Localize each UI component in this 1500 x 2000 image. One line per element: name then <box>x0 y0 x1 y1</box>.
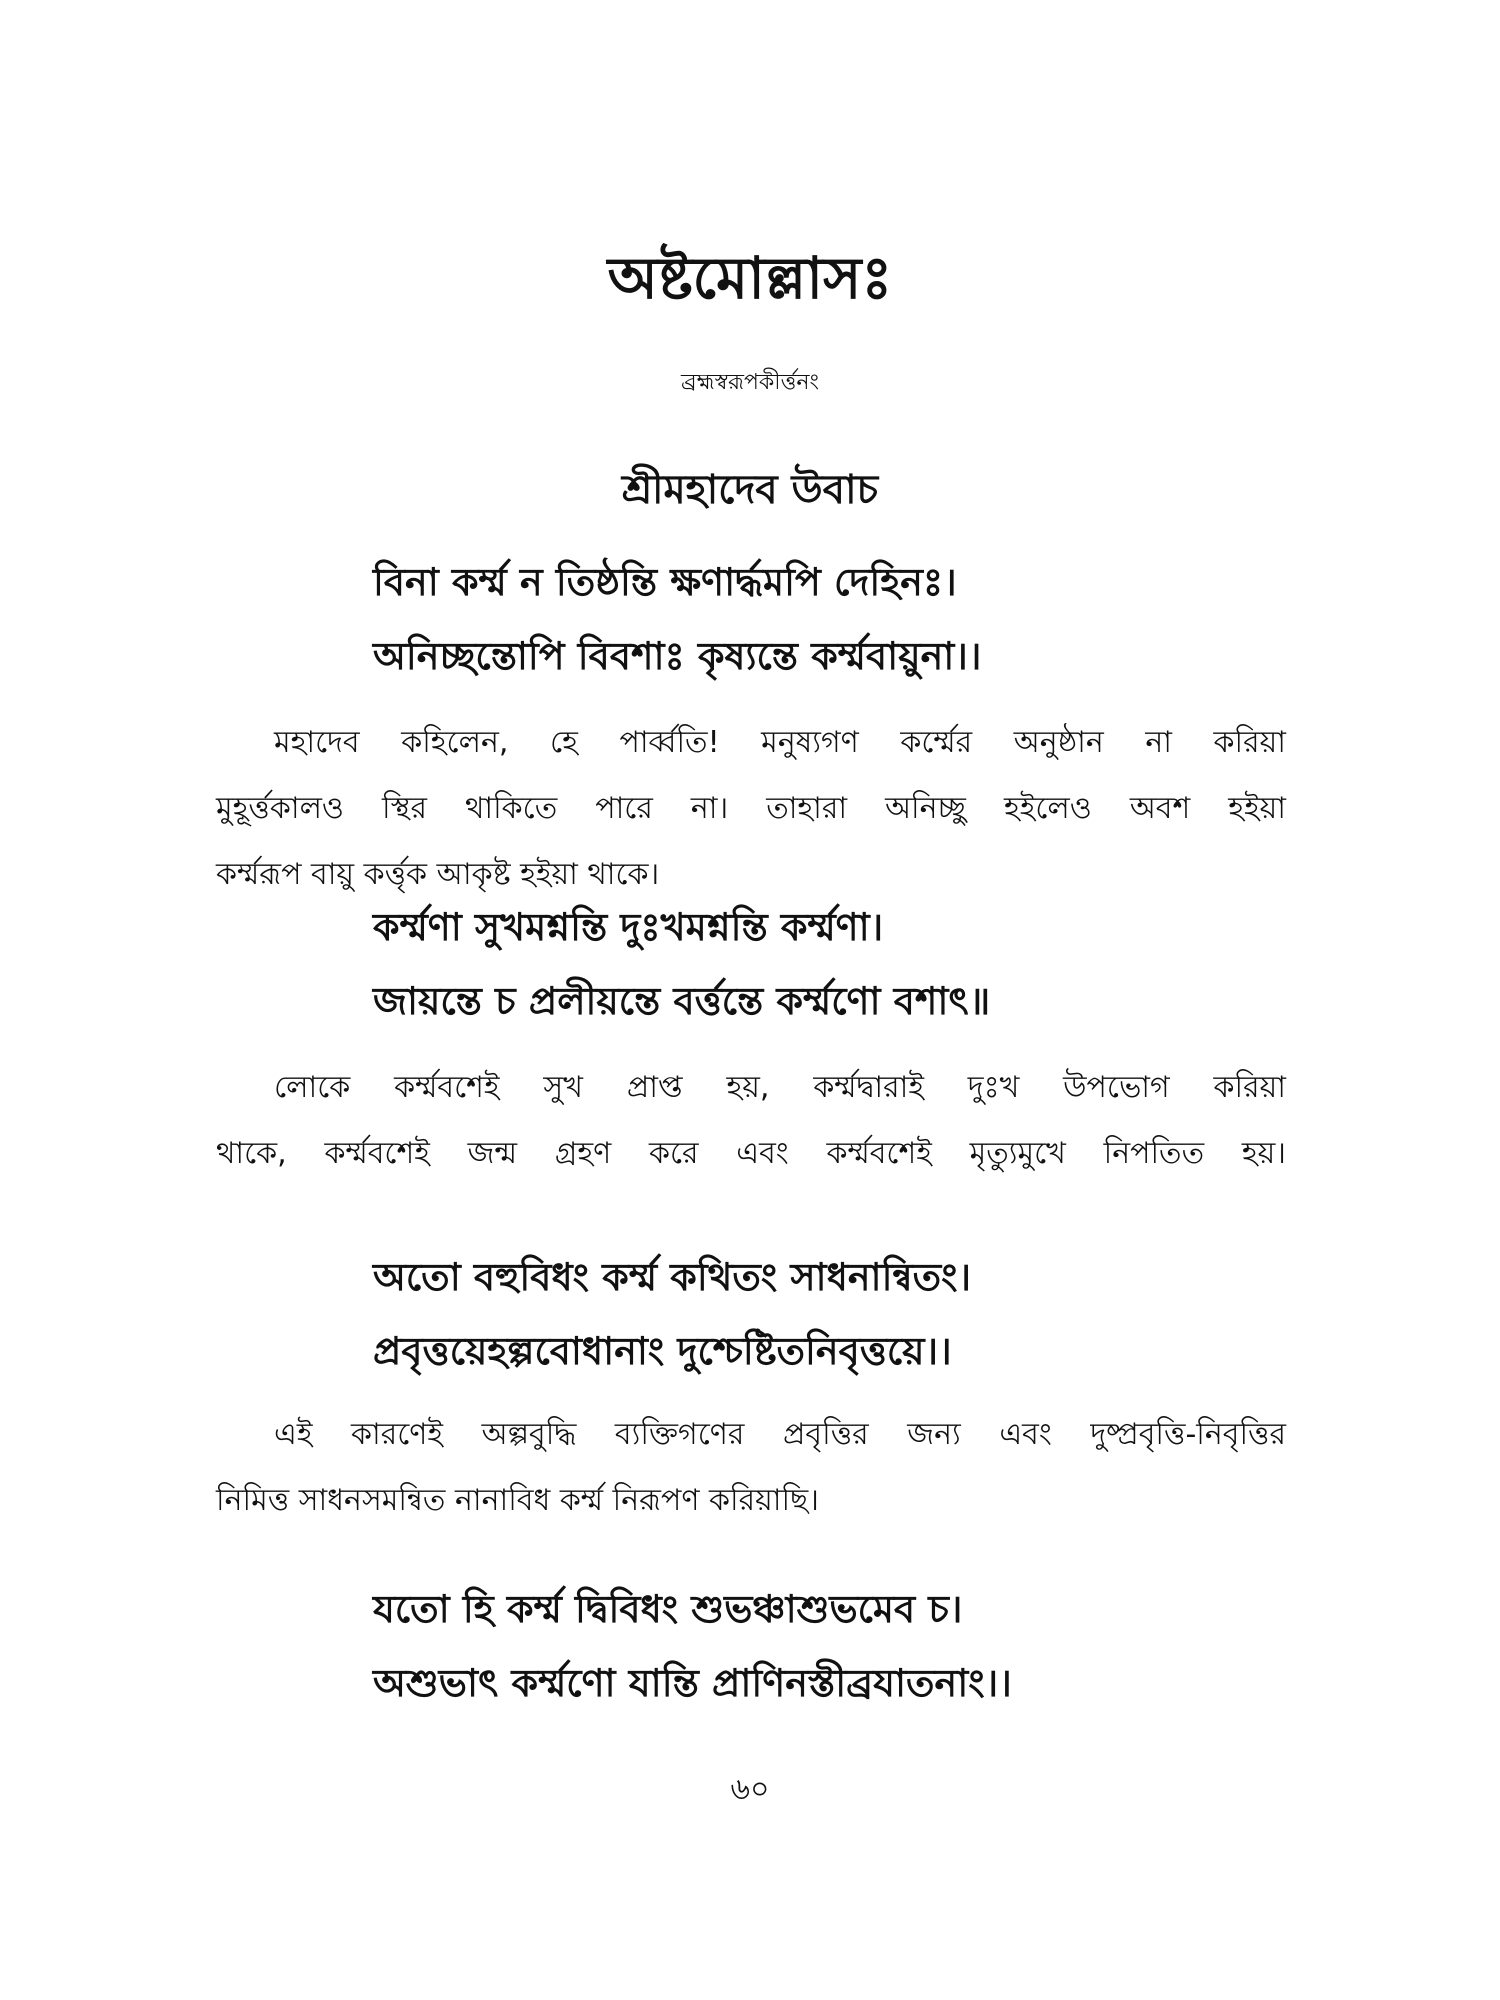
prose-line: নিমিত্ত সাধনসমন্বিত নানাবিধ কর্ম্ম নিরূপণ করিয়াছি। <box>216 1483 819 1518</box>
page-number: ৬০ <box>730 1772 770 1807</box>
verse-line: কর্ম্মণা সুখমশ্নন্তি দুঃখমশ্নন্তি কর্ম্মণা। <box>373 905 884 949</box>
verse-line: যতো হি কর্ম্ম দ্বিবিধং শুভঞ্চাশুভমেব চ। <box>373 1587 963 1631</box>
translation-paragraph-3 <box>216 1402 1286 1534</box>
verse-line: বিনা কর্ম্ম ন তিষ্ঠন্তি ক্ষণার্দ্ধমপি দেহিনঃ। <box>373 560 957 604</box>
verse-4 <box>0 1572 1500 1720</box>
chapter-subtitle: ব্রহ্মস্বরূপকীর্ত্তনং <box>681 370 819 395</box>
prose-line: মুহূর্ত্তকালও স্থির থাকিতে পারে না। তাহারা অনিচ্ছু হইলেও অবশ হইয়া <box>216 791 1286 826</box>
prose-line: মহাদেব কহিলেন, হে পার্ব্বতি! মনুষ্যগণ কর্ম্মের অনুষ্ঠান না করিয়া <box>274 725 1286 760</box>
prose-line: থাকে, কর্ম্মবশেই জন্ম গ্রহণ করে এবং কর্ম্মবশেই মৃত্যুমুখে নিপতিত হয়। <box>216 1136 1286 1171</box>
verse-line: অশুভাৎ কর্ম্মণো যান্তি প্রাণিনস্তীব্রযাতনাং।। <box>373 1661 1012 1705</box>
verse-2 <box>0 890 1500 1038</box>
translation-paragraph-2 <box>216 1055 1286 1187</box>
verse-line: অতো বহুবিধং কর্ম্ম কথিতং সাধনান্বিতং। <box>373 1255 972 1299</box>
verse-line: অনিচ্ছন্তোপি বিবশাঃ কৃষ্যন্তে কর্ম্মবায়ুনা।। <box>373 634 982 678</box>
prose-line: কর্ম্মরূপ বায়ু কর্ত্তৃক আকৃষ্ট হইয়া থাকে। <box>216 857 660 892</box>
translation-paragraph-1 <box>216 710 1286 908</box>
verse-line: প্রবৃত্তয়েহল্পবোধানাং দুশ্চেষ্টিতনিবৃত্তয়ে।। <box>373 1329 952 1373</box>
verse-3 <box>0 1240 1500 1388</box>
prose-line: লোকে কর্ম্মবশেই সুখ প্রাপ্ত হয়, কর্ম্মদ্বারাই দুঃখ উপভোগ করিয়া <box>274 1070 1286 1105</box>
verse-1 <box>0 545 1500 693</box>
verse-line: জায়ন্তে চ প্রলীয়ন্তে বর্ত্তন্তে কর্ম্মণো বশাৎ॥ <box>373 979 991 1023</box>
chapter-title: অষ্টমোল্লাসঃ <box>607 244 893 312</box>
speaker-heading: শ্রীমহাদেব উবাচ <box>621 467 879 513</box>
prose-line: এই কারণেই অল্পবুদ্ধি ব্যক্তিগণের প্রবৃত্তির জন্য এবং দুষ্প্রবৃত্তি-নিবৃত্তির <box>274 1417 1286 1452</box>
